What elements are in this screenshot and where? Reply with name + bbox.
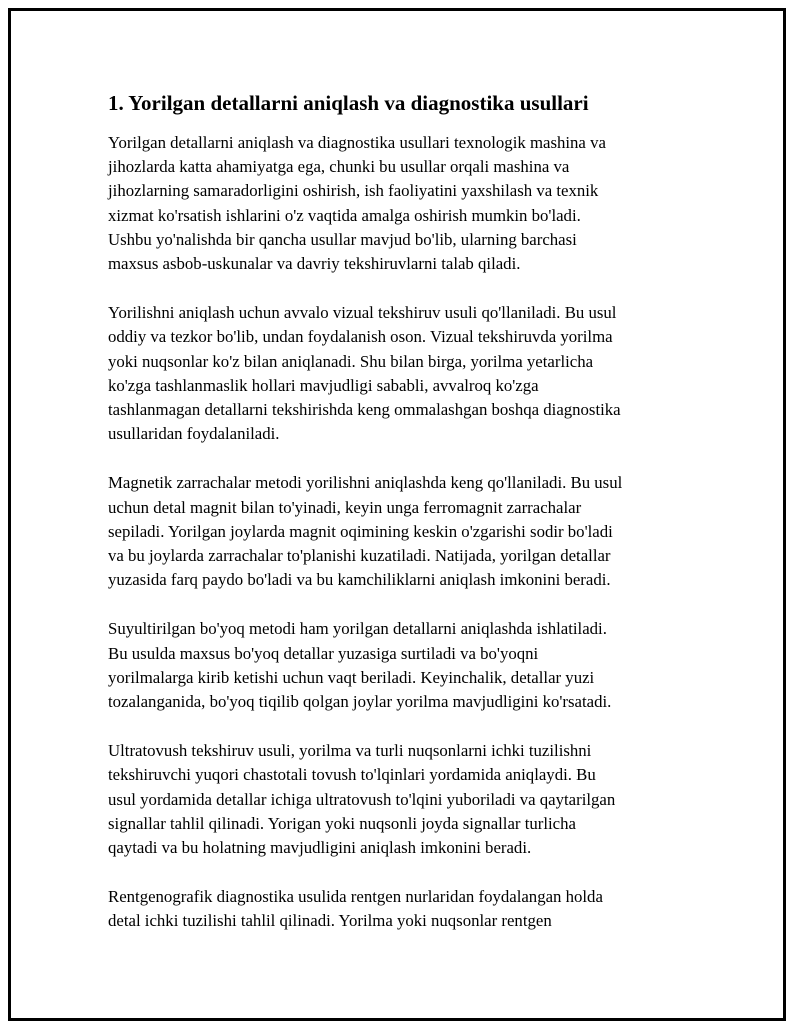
text-line: tekshiruvchi yuqori chastotali tovush to'lqinlari yordamida aniqlaydi. Bu: [108, 765, 596, 785]
paragraph-1: [108, 131, 688, 276]
paragraph-2: [108, 301, 688, 446]
paragraph-6: [108, 885, 688, 933]
text-line: tozalanganida, bo'yoq tiqilib qolgan joylar yorilma mavjudligini ko'rsatadi.: [108, 692, 612, 712]
text-line: oddiy va tezkor bo'lib, undan foydalanish oson. Vizual tekshiruvda yorilma: [108, 327, 613, 347]
text-line: Rentgenografik diagnostika usulida rentgen nurlaridan foydalangan holda: [108, 887, 603, 907]
paragraph-4: [108, 617, 688, 714]
text-line: usullaridan foydalaniladi.: [108, 424, 280, 444]
text-line: tashlanmagan detallarni tekshirishda keng ommalashgan boshqa diagnostika: [108, 400, 621, 420]
text-line: Ultratovush tekshiruv usuli, yorilma va turli nuqsonlarni ichki tuzilishni: [108, 741, 592, 761]
text-line: sepiladi. Yorilgan joylarda magnit oqimining keskin o'zgarishi sodir bo'ladi: [108, 521, 613, 541]
text-line: detal ichki tuzilishi tahlil qilinadi. Yorilma yoki nuqsonlar rentgen: [108, 911, 552, 931]
paragraph-list: [108, 131, 688, 934]
text-line: va bu joylarda zarrachalar to'planishi kuzatiladi. Natijada, yorilgan detallar: [108, 546, 611, 566]
document-title: 1. Yorilgan detallarni aniqlash va diagnostika usullari: [108, 91, 589, 115]
document-body: [108, 88, 688, 959]
text-line: jihozlarda katta ahamiyatga ega, chunki bu usullar orqali mashina va: [108, 157, 570, 177]
text-line: Magnetik zarrachalar metodi yorilishni aniqlashda keng qo'llaniladi. Bu usul: [108, 473, 623, 493]
paragraph-5: [108, 739, 688, 860]
text-line: xizmat ko'rsatish ishlarini o'z vaqtida amalga oshirish mumkin bo'ladi.: [108, 205, 581, 225]
paragraph-3: [108, 471, 688, 592]
text-line: yuzasida farq paydo bo'ladi va bu kamchiliklarni aniqlash imkonini beradi.: [108, 570, 611, 590]
text-line: Suyultirilgan bo'yoq metodi ham yorilgan detallarni aniqlashda ishlatiladi.: [108, 619, 607, 639]
text-line: signallar tahlil qilinadi. Yorigan yoki nuqsonli joyda signallar turlicha: [108, 813, 576, 833]
text-line: maxsus asbob-uskunalar va davriy tekshiruvlarni talab qiladi.: [108, 254, 521, 274]
text-line: yoki nuqsonlar ko'z bilan aniqlanadi. Shu bilan birga, yorilma yetarlicha: [108, 351, 594, 371]
text-line: Bu usulda maxsus bo'yoq detallar yuzasiga surtiladi va bo'yoqni: [108, 643, 539, 663]
text-line: yorilmalarga kirib ketishi uchun vaqt beriladi. Keyinchalik, detallar yuzi: [108, 667, 595, 687]
text-line: qaytadi va bu holatning mavjudligini aniqlash imkonini beradi.: [108, 838, 532, 858]
text-line: uchun detal magnit bilan to'yinadi, keyin unga ferromagnit zarrachalar: [108, 497, 582, 517]
text-line: Yorilishni aniqlash uchun avvalo vizual tekshiruv usuli qo'llaniladi. Bu usul: [108, 303, 617, 323]
text-line: usul yordamida detallar ichiga ultratovush to'lqini yuboriladi va qaytarilgan: [108, 789, 616, 809]
text-line: Ushbu yo'nalishda bir qancha usullar mavjud bo'lib, ularning barchasi: [108, 229, 577, 249]
text-line: jihozlarning samaradorligini oshirish, ish faoliyatini yaxshilash va texnik: [108, 181, 599, 201]
text-line: ko'zga tashlanmaslik hollari mavjudligi sababli, avvalroq ko'zga: [108, 375, 539, 395]
text-line: Yorilgan detallarni aniqlash va diagnostika usullari texnologik mashina va: [108, 133, 606, 152]
